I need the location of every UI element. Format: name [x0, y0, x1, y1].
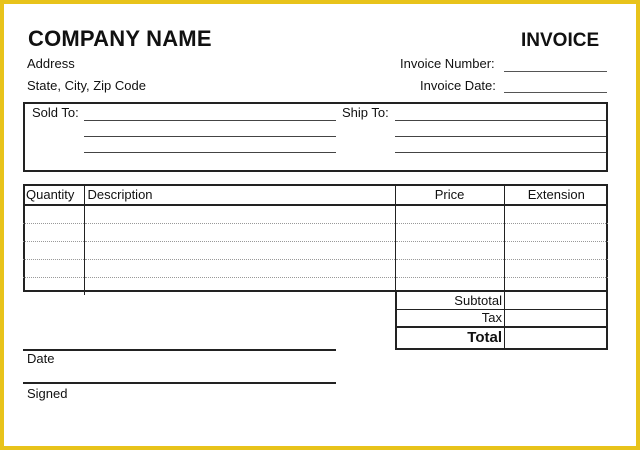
sold-to-line-3[interactable] — [84, 152, 336, 153]
sold-to-line-1[interactable] — [84, 120, 336, 121]
ship-to-line-2[interactable] — [395, 136, 606, 137]
description-cell[interactable] — [84, 260, 395, 278]
column-header-quantity: Quantity — [23, 184, 84, 205]
ship-to-line-3[interactable] — [395, 152, 606, 153]
signed-line[interactable] — [23, 382, 336, 384]
column-header-extension: Extension — [504, 184, 608, 205]
quantity-cell[interactable] — [23, 224, 84, 242]
price-cell[interactable] — [395, 260, 504, 278]
invoice-date-field[interactable] — [504, 92, 607, 93]
extension-cell[interactable] — [504, 205, 608, 224]
extension-cell[interactable] — [504, 260, 608, 278]
date-line[interactable] — [23, 349, 336, 351]
subtotal-value[interactable] — [506, 292, 606, 308]
company-address: Address — [27, 56, 75, 71]
table-row — [23, 260, 608, 278]
total-value[interactable] — [506, 329, 606, 348]
table-row — [23, 242, 608, 260]
quantity-cell[interactable] — [23, 242, 84, 260]
description-cell[interactable] — [84, 242, 395, 260]
sold-to-line-2[interactable] — [84, 136, 336, 137]
description-cell[interactable] — [84, 278, 395, 296]
price-cell[interactable] — [395, 224, 504, 242]
quantity-cell[interactable] — [23, 260, 84, 278]
invoice-number-field[interactable] — [504, 71, 607, 72]
column-header-price: Price — [395, 184, 504, 205]
sold-to-label: Sold To: — [32, 105, 79, 120]
totals-divider — [504, 291, 505, 349]
ship-to-line-1[interactable] — [395, 120, 606, 121]
table-row — [23, 205, 608, 224]
company-name: COMPANY NAME — [28, 26, 212, 51]
total-label: Total — [467, 329, 502, 346]
extension-cell[interactable] — [504, 224, 608, 242]
quantity-cell[interactable] — [23, 205, 84, 224]
items-header-row — [23, 184, 608, 205]
price-cell[interactable] — [395, 242, 504, 260]
description-cell[interactable] — [84, 224, 395, 242]
sold-ship-box — [23, 102, 608, 172]
invoice-date-label: Invoice Date: — [420, 78, 496, 93]
company-city-line: State, City, Zip Code — [27, 78, 146, 93]
ship-to-label: Ship To: — [342, 105, 389, 120]
tax-label: Tax — [481, 310, 502, 325]
invoice-number-label: Invoice Number: — [400, 56, 495, 71]
subtotal-label: Subtotal — [454, 293, 502, 308]
signed-label: Signed — [27, 386, 68, 401]
description-cell[interactable] — [84, 205, 395, 224]
tax-value[interactable] — [506, 311, 606, 325]
quantity-cell[interactable] — [23, 278, 84, 296]
extension-cell[interactable] — [504, 242, 608, 260]
date-label: Date — [27, 351, 55, 366]
column-header-description: Description — [84, 184, 395, 205]
invoice-title: INVOICE — [521, 30, 600, 51]
price-cell[interactable] — [395, 205, 504, 224]
totals-rule-2 — [397, 326, 606, 328]
table-row — [23, 224, 608, 242]
items-table — [23, 184, 608, 295]
